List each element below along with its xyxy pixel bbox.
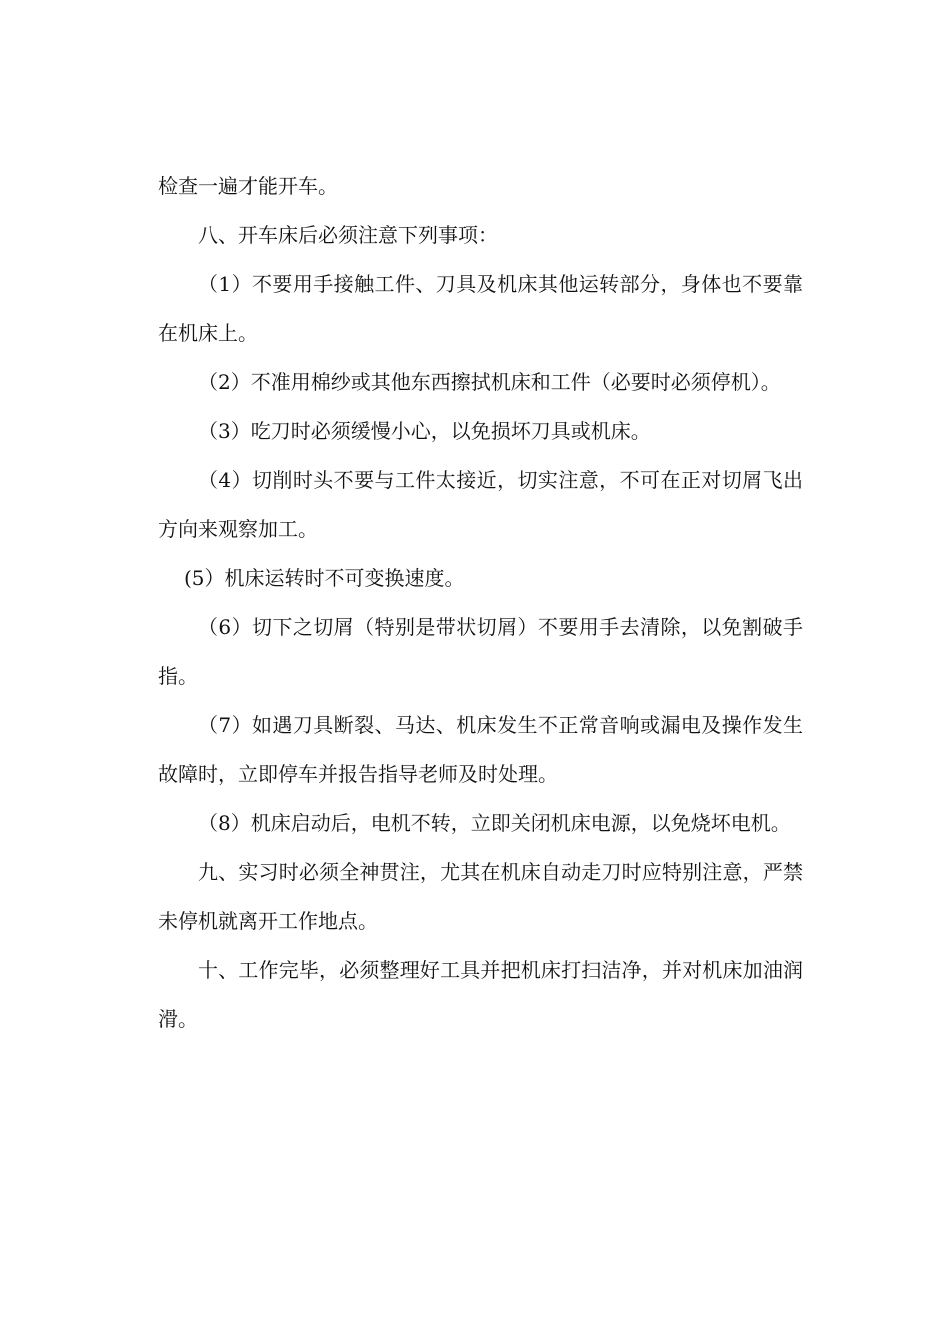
paragraph-item-7: （7）如遇刀具断裂、马达、机床发生不正常音响或漏电及操作发生故障时，立即停车并报告指导老师及时处理。: [158, 713, 803, 786]
paragraph-section-9: 九、实习时必须全神贯注，尤其在机床自动走刀时应特别注意，严禁未停机就离开工作地点。: [158, 860, 803, 933]
paragraph-item-1: （1）不要用手接触工件、刀具及机床其他运转部分，身体也不要靠在机床上。: [158, 272, 803, 345]
paragraph-item-6: （6）切下之切屑（特别是带状切屑）不要用手去清除，以免割破手指。: [158, 615, 803, 688]
paragraph-item-3: （3）吃刀时必须缓慢小心，以免损坏刀具或机床。: [198, 419, 651, 443]
paragraph-item-2: （2）不准用棉纱或其他东西擦拭机床和工件（必要时必须停机）。: [198, 370, 781, 394]
paragraph-item-5: (5）机床运转时不可变换速度。: [184, 566, 465, 590]
document-body: [158, 162, 803, 1044]
paragraph-continuation: 检查一遍才能开车。: [158, 174, 338, 198]
paragraph-item-4: （4）切削时头不要与工件太接近，切实注意，不可在正对切屑飞出方向来观察加工。: [158, 468, 803, 541]
paragraph-section-8: 八、开车床后必须注意下列事项：: [198, 223, 498, 247]
paragraph-section-10: 十、工作完毕，必须整理好工具并把机床打扫洁净，并对机床加油润滑。: [158, 958, 803, 1031]
paragraph-item-8: （8）机床启动后，电机不转，立即关闭机床电源，以免烧坏电机。: [198, 811, 791, 835]
